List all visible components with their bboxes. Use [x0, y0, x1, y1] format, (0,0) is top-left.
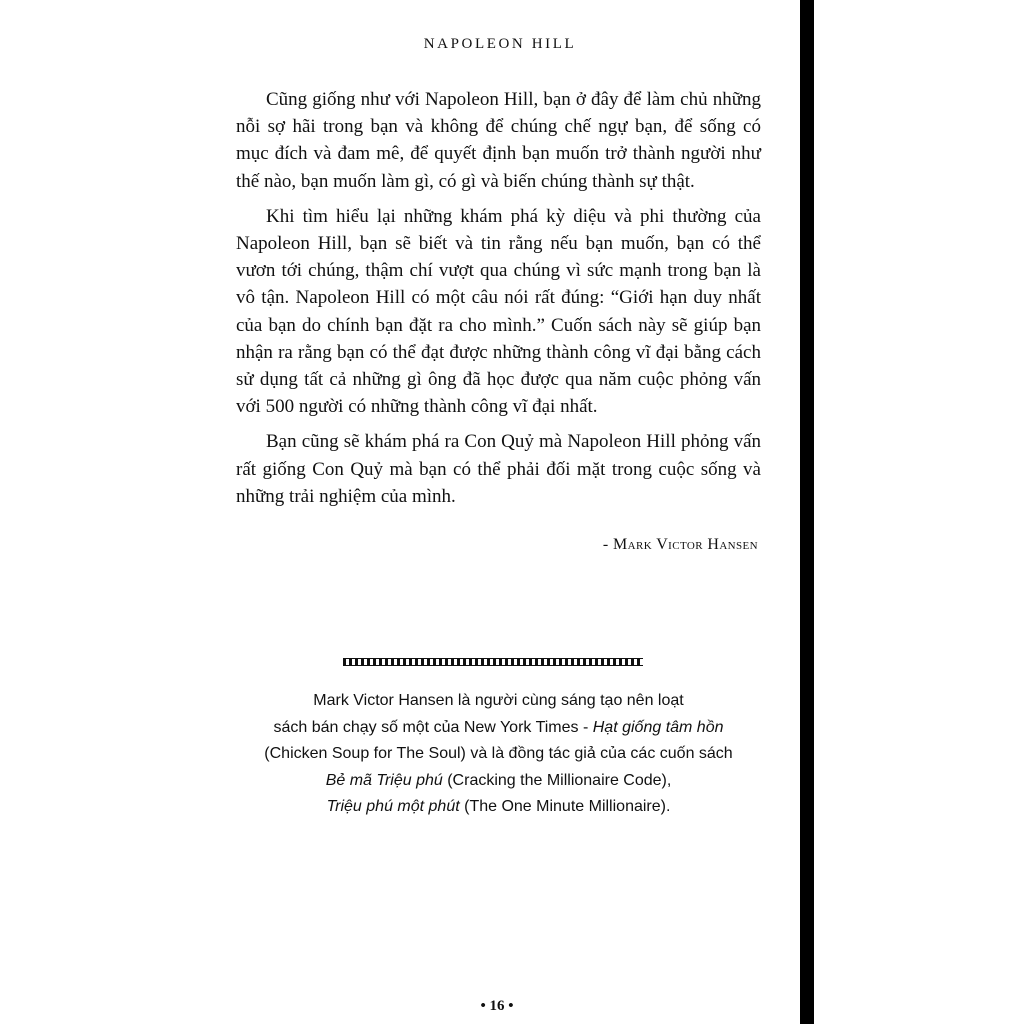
body-text	[236, 86, 761, 518]
bio-text: Mark Victor Hansen là người cùng sáng tạo nên loạt	[313, 692, 684, 709]
bio-line-5	[236, 794, 761, 821]
paragraph-1: Cũng giống như với Napoleon Hill, bạn ở đây để làm chủ những nỗi sợ hãi trong bạn và không để chúng chế ngự bạn, để sống có mục đích và đam mê, để quyết định bạn muốn trở thành người như thế nào, bạn muốn làm gì, có gì và biến chúng thành sự thật.	[236, 89, 761, 192]
bio-line-1	[236, 688, 761, 715]
bio-text: (The One Minute Millionaire).	[459, 798, 671, 815]
bio-line-4	[236, 768, 761, 795]
ornamental-divider	[343, 658, 643, 666]
bio-book-title: Triệu phú một phút	[326, 798, 460, 815]
author-bio	[236, 688, 761, 821]
running-head: NAPOLEON HILL	[423, 36, 577, 52]
author-signature: - Mark Victor Hansen	[602, 536, 758, 553]
bio-text: sách bán chạy số một của New York Times -	[273, 718, 593, 736]
bio-line-2	[236, 715, 761, 742]
paragraph-3: Bạn cũng sẽ khám phá ra Con Quỷ mà Napoleon Hill phỏng vấn rất giống Con Quỷ mà bạn có thể phải đối mặt trong cuộc sống và những trải nghiệm của mình.	[236, 431, 761, 507]
bio-book-title: Bẻ mã Triệu phú	[325, 771, 443, 789]
paragraph-2: Khi tìm hiểu lại những khám phá kỳ diệu và phi thường của Napoleon Hill, bạn sẽ biết và tin rằng nếu bạn muốn, bạn có thể vươn tới chúng, thậm chí vượt qua chúng vì sức mạnh trong bạn là vô tận. Napoleon Hill có một câu nói rất đúng: “Giới hạn duy nhất của bạn do chính bạn đặt ra cho mình.” Cuốn sách này sẽ giúp bạn nhận ra rằng bạn có thể đạt được những thành công vĩ đại bằng cách sử dụng tất cả những gì ông đã học được qua năm cuộc phỏng vấn với 500 người có những thành công vĩ đại nhất.	[236, 205, 761, 418]
page-number: • 16 •	[480, 998, 514, 1014]
bio-text: (Chicken Soup for The Soul) và là đồng tác giả của các cuốn sách	[264, 745, 733, 762]
bio-line-3	[236, 741, 761, 768]
book-spine-edge	[800, 0, 814, 1024]
bio-text: (Cracking the Millionaire Code),	[442, 771, 672, 789]
bio-book-title: Hạt giống tâm hồn	[592, 718, 724, 736]
